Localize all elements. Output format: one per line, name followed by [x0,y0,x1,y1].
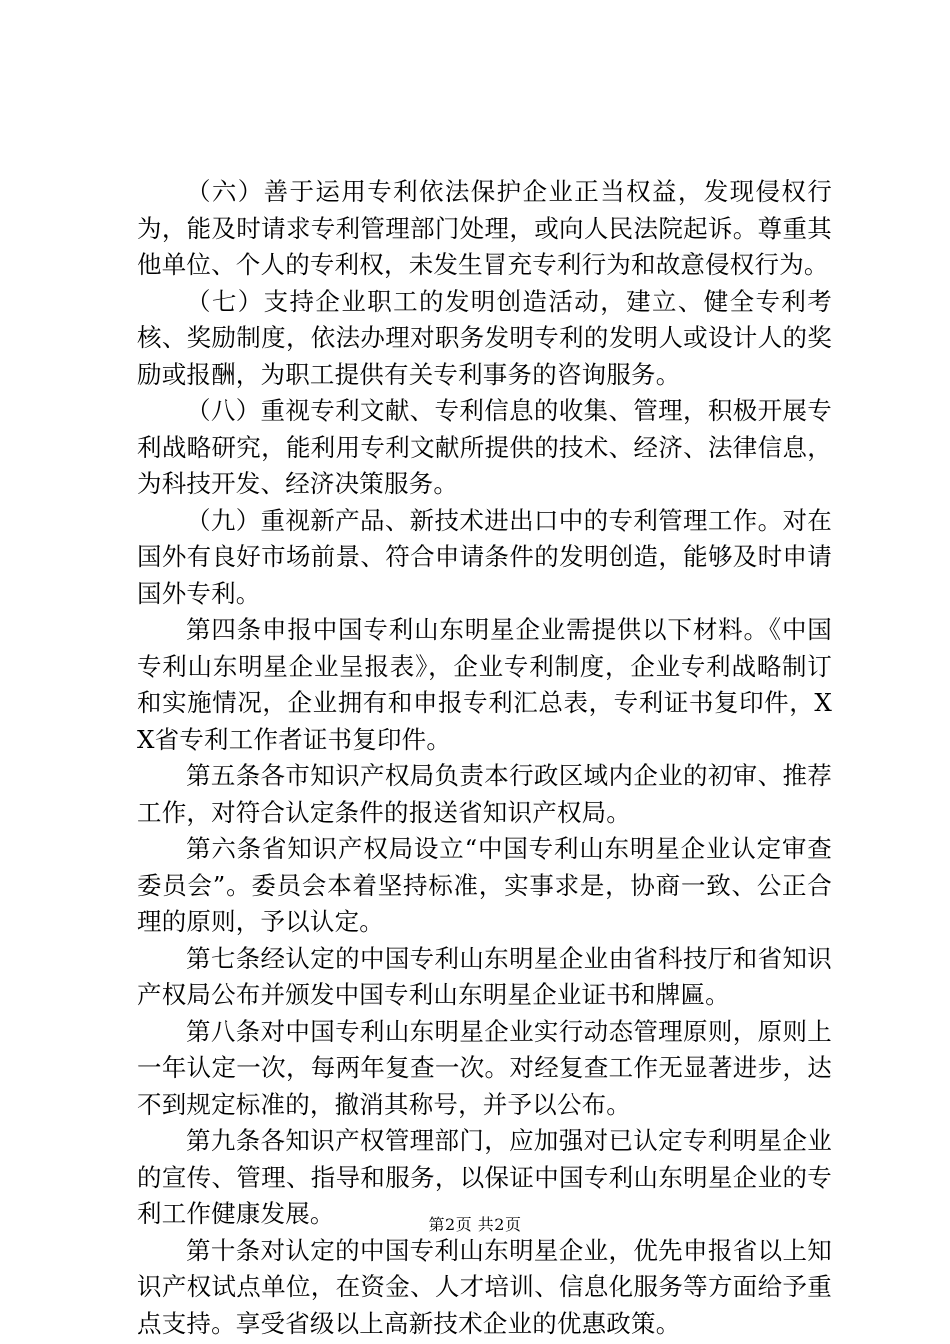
paragraph-7: （七）支持企业职工的发明创造活动，建立、健全专利考核、奖励制度，依法办理对职务发明专利的发明人或设计人的奖励或报酬，为职工提供有关专利事务的咨询服务。 [137,286,832,389]
page-footer [0,1214,950,1236]
article-7: 第七条经认定的中国专利山东明星企业由省科技厅和省知识产权局公布并颁发中国专利山东明星企业证书和牌匾。 [137,943,832,1009]
article-4: 第四条申报中国专利山东明星企业需提供以下材料。《中国专利山东明星企业呈报表》，企业专利制度，企业专利战略制订和实施情况，企业拥有和申报专利汇总表，专利证书复印件，XX省专利工作者证书复印件。 [137,615,832,754]
paragraph-8: （八）重视专利文献、专利信息的收集、管理，积极开展专利战略研究，能利用专利文献所提供的技术、经济、法律信息，为科技开发、经济决策服务。 [137,396,832,498]
article-8: 第八条对中国专利山东明星企业实行动态管理原则，原则上一年认定一次，每两年复查一次。对经复查工作无显著进步，达不到规定标准的，撤消其称号，并予以公布。 [137,1016,832,1119]
page-number: 第2页 共2页 [428,1215,522,1234]
article-9: 第九条各知识产权管理部门，应加强对已认定专利明星企业的宣传、管理、指导和服务，以保证中国专利山东明星企业的专利工作健康发展。 [137,1126,832,1228]
article-6: 第六条省知识产权局设立“中国专利山东明星企业认定审查委员会”。委员会本着坚持标准，实事求是，协商一致、公正合理的原则，予以认定。 [137,834,832,936]
article-10: 第十条对认定的中国专利山东明星企业，优先申报省以上知识产权试点单位，在资金、人才培训、信息化服务等方面给予重点支持。享受省级以上高新技术企业的优惠政策。 [137,1235,832,1338]
paragraph-6: （六）善于运用专利依法保护企业正当权益，发现侵权行为，能及时请求专利管理部门处理，或向人民法院起诉。尊重其他单位、个人的专利权，未发生冒充专利行为和故意侵权行为。 [137,177,832,279]
document-body [137,174,832,1342]
article-5: 第五条各市知识产权局负责本行政区域内企业的初审、推荐工作，对符合认定条件的报送省知识产权局。 [137,761,832,827]
paragraph-9: （九）重视新产品、新技术进出口中的专利管理工作。对在国外有良好市场前景、符合申请条件的发明创造，能够及时申请国外专利。 [137,505,832,608]
